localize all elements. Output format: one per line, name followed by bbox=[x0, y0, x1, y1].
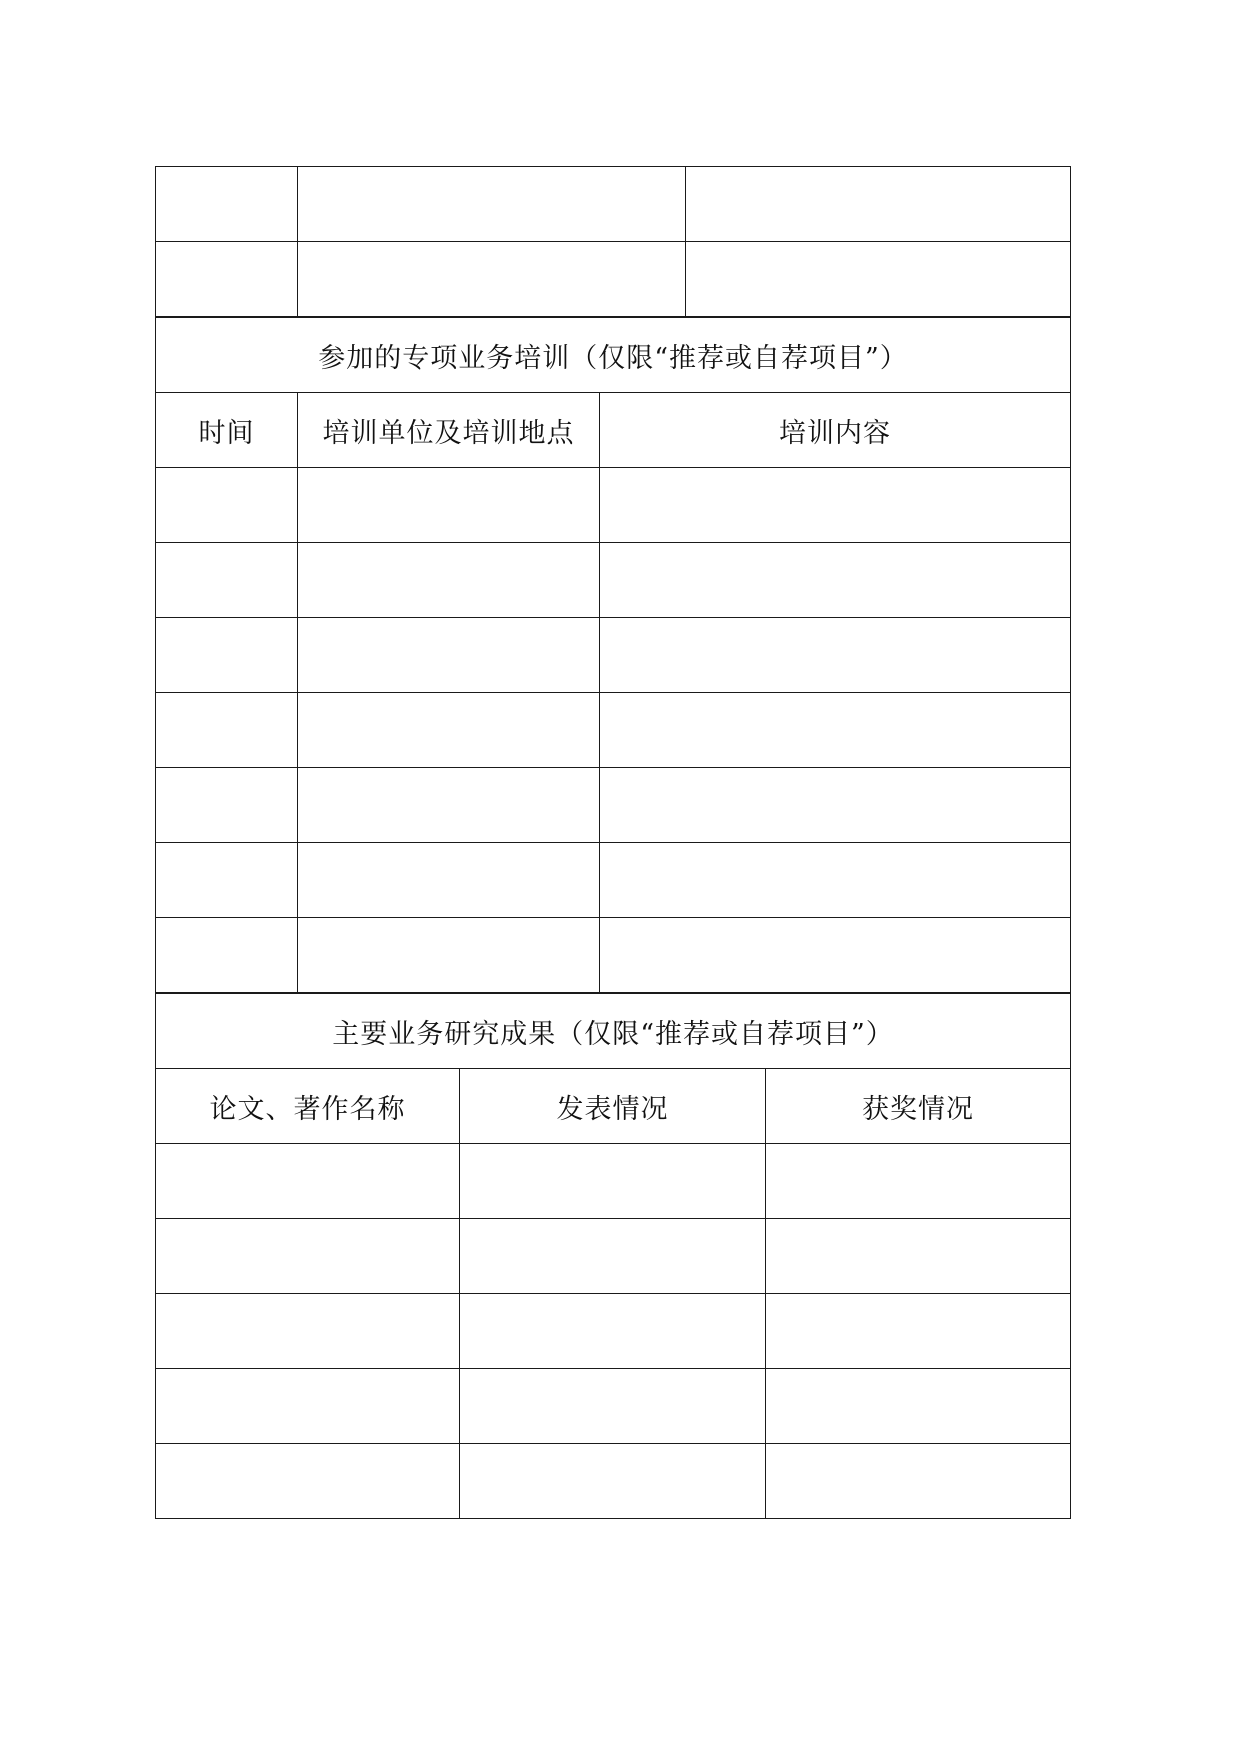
awards-cell[interactable] bbox=[766, 1294, 1071, 1369]
header-row bbox=[156, 393, 1071, 468]
table-row bbox=[156, 1444, 1071, 1519]
header-org-location: 培训单位及培训地点 bbox=[298, 393, 600, 468]
time-cell[interactable] bbox=[156, 693, 298, 768]
paper-title-cell[interactable] bbox=[156, 1219, 460, 1294]
org-location-cell[interactable] bbox=[298, 543, 600, 618]
table-row bbox=[156, 618, 1071, 693]
header-time: 时间 bbox=[156, 393, 298, 468]
header-content: 培训内容 bbox=[600, 393, 1071, 468]
publication-cell[interactable] bbox=[460, 1294, 766, 1369]
content-cell[interactable] bbox=[600, 918, 1071, 993]
form-sheet bbox=[155, 166, 1070, 1519]
table-row bbox=[156, 1144, 1071, 1219]
content-cell[interactable] bbox=[600, 693, 1071, 768]
org-location-cell[interactable] bbox=[298, 693, 600, 768]
table-row bbox=[156, 167, 1071, 242]
publication-cell[interactable] bbox=[460, 1369, 766, 1444]
awards-cell[interactable] bbox=[766, 1219, 1071, 1294]
section-title-row bbox=[156, 994, 1071, 1069]
paper-title-cell[interactable] bbox=[156, 1144, 460, 1219]
org-location-cell[interactable] bbox=[298, 468, 600, 543]
paper-title-cell[interactable] bbox=[156, 1444, 460, 1519]
org-location-cell[interactable] bbox=[298, 843, 600, 918]
time-cell[interactable] bbox=[156, 543, 298, 618]
header-publication: 发表情况 bbox=[460, 1069, 766, 1144]
table-row bbox=[156, 543, 1071, 618]
time-cell[interactable] bbox=[156, 843, 298, 918]
training-section-title: 参加的专项业务培训（仅限“推荐或自荐项目”） bbox=[156, 318, 1071, 393]
table-row bbox=[156, 843, 1071, 918]
table-row bbox=[156, 1219, 1071, 1294]
publication-cell[interactable] bbox=[460, 1144, 766, 1219]
content-cell[interactable] bbox=[600, 468, 1071, 543]
table-row bbox=[156, 693, 1071, 768]
content-cell[interactable] bbox=[600, 543, 1071, 618]
paper-title-cell[interactable] bbox=[156, 1294, 460, 1369]
time-cell[interactable] bbox=[156, 468, 298, 543]
table-row bbox=[156, 1369, 1071, 1444]
content-cell[interactable] bbox=[600, 618, 1071, 693]
publication-cell[interactable] bbox=[460, 1219, 766, 1294]
table-row bbox=[156, 918, 1071, 993]
time-cell[interactable] bbox=[156, 618, 298, 693]
research-section bbox=[155, 993, 1071, 1519]
awards-cell[interactable] bbox=[766, 1444, 1071, 1519]
section-title-row bbox=[156, 318, 1071, 393]
blank-cell[interactable] bbox=[156, 242, 298, 317]
content-cell[interactable] bbox=[600, 768, 1071, 843]
continuation-table bbox=[155, 166, 1071, 317]
content-cell[interactable] bbox=[600, 843, 1071, 918]
org-location-cell[interactable] bbox=[298, 618, 600, 693]
awards-cell[interactable] bbox=[766, 1144, 1071, 1219]
training-section bbox=[155, 317, 1071, 993]
table-row bbox=[156, 1294, 1071, 1369]
paper-title-cell[interactable] bbox=[156, 1369, 460, 1444]
blank-cell[interactable] bbox=[298, 167, 686, 242]
time-cell[interactable] bbox=[156, 918, 298, 993]
blank-cell[interactable] bbox=[298, 242, 686, 317]
header-awards: 获奖情况 bbox=[766, 1069, 1071, 1144]
table-row bbox=[156, 242, 1071, 317]
table-row bbox=[156, 768, 1071, 843]
org-location-cell[interactable] bbox=[298, 918, 600, 993]
research-section-title: 主要业务研究成果（仅限“推荐或自荐项目”） bbox=[156, 994, 1071, 1069]
blank-cell[interactable] bbox=[156, 167, 298, 242]
header-paper-title: 论文、著作名称 bbox=[156, 1069, 460, 1144]
awards-cell[interactable] bbox=[766, 1369, 1071, 1444]
blank-cell[interactable] bbox=[686, 167, 1071, 242]
org-location-cell[interactable] bbox=[298, 768, 600, 843]
table-row bbox=[156, 468, 1071, 543]
header-row bbox=[156, 1069, 1071, 1144]
blank-cell[interactable] bbox=[686, 242, 1071, 317]
time-cell[interactable] bbox=[156, 768, 298, 843]
publication-cell[interactable] bbox=[460, 1444, 766, 1519]
